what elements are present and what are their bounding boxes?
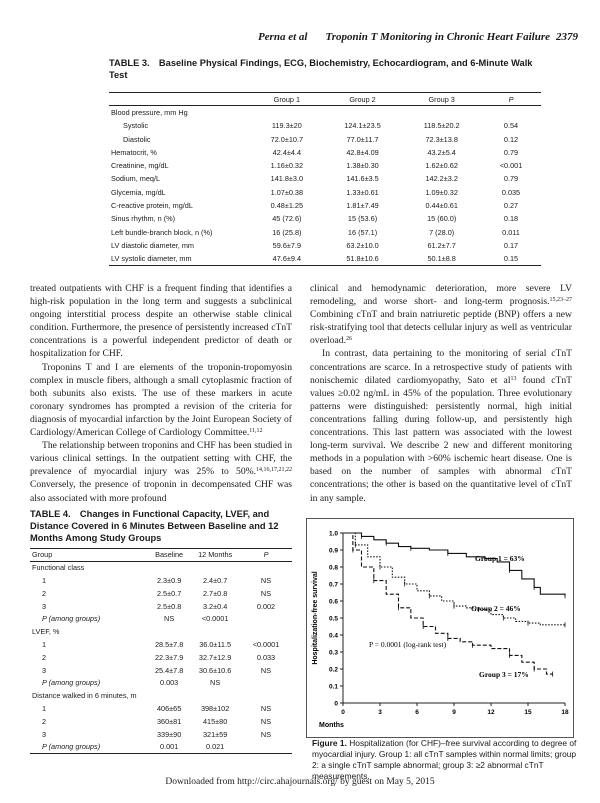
row-label: Blood pressure, mm Hg bbox=[111, 108, 188, 118]
paragraph bbox=[310, 347, 572, 504]
table-cell: 398±102 bbox=[200, 703, 230, 713]
paragraph-text: Combining cTnT and brain natriuretic peptide (BNP) offers a new risk-stratifying tool that detects cellular injury as well as ventricular overload. bbox=[310, 309, 572, 347]
y-tick-label: 0.3 bbox=[328, 649, 338, 657]
table-cell: 16 (57.1) bbox=[347, 227, 378, 237]
paragraph-text: found cTnT values ≥0.02 ng/mL in 45% of the population. Three evolutionary patterns were distinguished: persistently normal, high initial concentrations falling during follow-up, and persistently high concentrations. This last pattern was associated with the lowest long-term survival. We describe 2 new and different monitoring methods in a population with >60% ischemic heart disease. One is based on the number of samples with abnormal cTnT concentrations; the other is based on the quantitative level of cTnT in any sample. bbox=[310, 374, 572, 504]
table-cell: 0.033 bbox=[256, 652, 276, 662]
table-row bbox=[109, 159, 541, 172]
table-cell bbox=[240, 561, 292, 574]
table-cell: 15 (60.0) bbox=[427, 214, 457, 224]
table-cell: 42.8±4.09 bbox=[346, 147, 379, 157]
table-cell: 72.0±10.7 bbox=[270, 134, 304, 144]
y-tick-label: 0.5 bbox=[328, 615, 338, 623]
y-tick-label: 0.2 bbox=[328, 666, 338, 674]
row-label: Sodium, meq/L bbox=[111, 174, 161, 184]
row-label: 1 bbox=[42, 703, 47, 713]
table-cell: 0.002 bbox=[256, 601, 276, 611]
row-label: LVEF, % bbox=[32, 627, 60, 637]
row-label: 2 bbox=[42, 716, 47, 726]
table-cell: 2.5±0.7 bbox=[156, 588, 182, 598]
table4-header-cell: P bbox=[263, 550, 269, 560]
table-cell: NS bbox=[260, 665, 272, 675]
paragraph-text: Troponins T and I are elements of the troponin-tropomyosin complex in muscle fibers, although a small cytoplasmic fraction of both subunits also exists. The use of these markers in acute coronary syndromes has prompted a revision of the criteria for diagnosis of myocardial infarction by the Joint European Society of Cardiology/American College of Cardiology Committee. bbox=[30, 361, 292, 439]
table-cell: 15 (53.6) bbox=[347, 214, 378, 224]
table4-caption: TABLE 4. Changes in Functional Capacity, LVEF, and Distance Covered in 6 Minutes Between Baseline and 12 Months Among Study Groups bbox=[30, 509, 279, 543]
table-cell: 0.48±1.25 bbox=[270, 201, 304, 211]
table-cell: 47.6±9.4 bbox=[272, 253, 302, 263]
table-cell: 3.2±0.4 bbox=[202, 601, 228, 611]
series-label-1: Group 1 = 63% bbox=[475, 554, 525, 563]
table-cell: 59.6±7.9 bbox=[272, 240, 302, 250]
table-row bbox=[30, 587, 292, 600]
row-label: 3 bbox=[42, 665, 47, 675]
table-row bbox=[30, 638, 292, 651]
row-label: Diastolic bbox=[123, 134, 151, 144]
table-row bbox=[109, 212, 541, 225]
table-cell: 51.8±10.6 bbox=[346, 253, 379, 263]
table-cell: 2.3±0.9 bbox=[156, 575, 182, 585]
table-cell: NS bbox=[260, 716, 272, 726]
y-tick-label: 0.6 bbox=[328, 598, 338, 606]
row-label: 1 bbox=[42, 575, 47, 585]
table-cell: 32.7±12.9 bbox=[198, 652, 232, 662]
table-cell: <0.0001 bbox=[201, 614, 229, 624]
table3-header-cell bbox=[109, 93, 251, 106]
table-cell: 0.035 bbox=[501, 187, 521, 197]
row-label: 1 bbox=[42, 639, 47, 649]
paragraph-text: Conversely, the presence of troponin in decompensated CHF was also associated with more profound bbox=[30, 479, 292, 504]
table-cell: 2.7±0.8 bbox=[202, 588, 228, 598]
row-label: Systolic bbox=[123, 121, 149, 131]
table3-header-cell: Group 3 bbox=[428, 94, 455, 104]
table-cell bbox=[240, 740, 292, 753]
x-tick-label: 0 bbox=[341, 709, 345, 716]
survival-chart bbox=[307, 519, 573, 737]
citation: 11,12 bbox=[249, 428, 263, 435]
x-tick-label: 12 bbox=[487, 709, 495, 716]
table3 bbox=[109, 92, 541, 266]
table3-header-cell: Group 2 bbox=[349, 94, 376, 104]
footer-prefix: Downloaded from bbox=[165, 777, 238, 787]
paragraph bbox=[30, 361, 292, 440]
table-row bbox=[30, 625, 292, 638]
table-cell bbox=[148, 625, 190, 638]
table-cell: 339±90 bbox=[156, 729, 182, 739]
figure1 bbox=[306, 518, 574, 738]
table-row bbox=[109, 252, 541, 265]
table-cell: 25.4±7.8 bbox=[154, 665, 184, 675]
row-label: Functional class bbox=[32, 563, 85, 573]
figure1-caption bbox=[312, 738, 577, 782]
table-cell: 16 (25.8) bbox=[272, 227, 302, 237]
table-cell: 72.3±13.8 bbox=[425, 134, 458, 144]
table-cell bbox=[251, 106, 323, 119]
y-tick-label: 0.9 bbox=[328, 547, 338, 555]
table-cell: 22.3±7.9 bbox=[154, 652, 184, 662]
table3-header-cell: P bbox=[508, 94, 514, 104]
citation: 13 bbox=[510, 375, 517, 382]
table-cell: 1.81±7.49 bbox=[346, 201, 379, 211]
row-label: Hematocrit, % bbox=[111, 147, 157, 157]
table-cell: 30.6±10.6 bbox=[198, 665, 232, 675]
table-cell: 1.07±0.38 bbox=[270, 187, 304, 197]
table-cell bbox=[148, 689, 190, 702]
table-row bbox=[30, 689, 292, 702]
figure-caption-text: Hospitalization (for CHF)–free survival according to degree of myocardial injury. Group 1: all cTnT samples within normal limits; group 2: a single cTnT sample abnormal; group 3: ≥2 abnormal cTnT measurements. bbox=[312, 738, 577, 781]
table-row bbox=[30, 612, 292, 625]
table-row bbox=[30, 561, 292, 574]
table-cell: 142.2±3.2 bbox=[425, 174, 458, 184]
table-cell: 0.17 bbox=[503, 240, 519, 250]
table-cell: 2.5±0.8 bbox=[156, 601, 182, 611]
table-cell: 28.5±7.8 bbox=[154, 639, 184, 649]
paragraph bbox=[310, 282, 572, 347]
paragraph-text: clinical and hemodynamic deterioration, more severe LV remodeling, and worse short- and long-term prognosis. bbox=[310, 283, 572, 308]
header-title: Troponin T Monitoring in Chronic Heart Failure bbox=[325, 31, 550, 43]
table-cell: 0.011 bbox=[502, 227, 520, 237]
paragraph: treated outpatients with CHF is a frequent finding that identifies a high-risk population in the long term and suggests a subclinical ongoing interstitial process despite an otherwise stable clinical condition. Furthermore, the presence of persistently increased cTnT concentrations is a powerful independent predictor of death or hospitalization for CHF. bbox=[30, 283, 292, 360]
citation: 15,23–27 bbox=[549, 297, 572, 304]
figure-label: Figure 1. bbox=[312, 738, 347, 748]
table-cell: 1.33±0.61 bbox=[346, 187, 379, 197]
table-cell: 61.2±7.7 bbox=[427, 240, 456, 250]
table-cell: 0.79 bbox=[503, 174, 519, 184]
table-cell: 63.2±10.0 bbox=[346, 240, 379, 250]
table-cell bbox=[240, 689, 292, 702]
right-text-column bbox=[310, 282, 572, 505]
table-cell bbox=[323, 106, 403, 119]
y-tick-label: 0 bbox=[334, 700, 338, 708]
table3-header-cell: Group 1 bbox=[273, 94, 301, 104]
table-cell bbox=[190, 561, 240, 574]
row-label: 3 bbox=[42, 729, 47, 739]
running-header bbox=[258, 31, 578, 43]
y-axis-label: Hospitalization-free survival bbox=[312, 571, 319, 665]
table-cell bbox=[190, 625, 240, 638]
table-cell: 321±59 bbox=[202, 729, 228, 739]
table-cell: 0.79 bbox=[503, 147, 519, 157]
table-cell: 0.18 bbox=[503, 214, 519, 224]
row-label: 3 bbox=[42, 601, 47, 611]
paragraph bbox=[30, 439, 292, 504]
table-row bbox=[109, 132, 541, 145]
table-cell: 141.6±3.5 bbox=[346, 174, 379, 184]
row-label: P (among groups) bbox=[42, 678, 101, 688]
table-row bbox=[30, 574, 292, 587]
x-tick-label: 6 bbox=[415, 709, 419, 716]
table4 bbox=[30, 548, 292, 754]
table-cell: 2.4±0.7 bbox=[202, 575, 228, 585]
table4-header-cell: 12 Months bbox=[198, 550, 233, 560]
page-number: 2379 bbox=[556, 31, 578, 43]
x-axis-label: Months bbox=[319, 722, 344, 729]
table-row bbox=[30, 740, 292, 753]
y-tick-label: 0.4 bbox=[328, 632, 338, 640]
table-cell: 1.38±0.30 bbox=[346, 161, 379, 171]
y-tick-label: 0.1 bbox=[328, 683, 338, 691]
table-cell: 7 (28.0) bbox=[429, 227, 455, 237]
row-label: Distance walked in 6 minutes, m bbox=[32, 691, 137, 701]
left-text-column bbox=[30, 282, 292, 505]
y-tick-label: 0.8 bbox=[328, 564, 338, 572]
table-cell: 0.001 bbox=[159, 742, 179, 752]
row-label: Left bundle-branch block, n (%) bbox=[111, 227, 213, 237]
table-cell: 0.15 bbox=[503, 253, 519, 263]
table-cell: 50.1±8.8 bbox=[427, 253, 456, 263]
table-cell: 0.44±0.61 bbox=[425, 201, 458, 211]
paragraph-text: The relationship between troponins and CHF has been studied in various clinical settings. In the outpatient setting with CHF, the prevalence of myocardial injury was 25% to 50%. bbox=[30, 440, 292, 478]
row-label: 2 bbox=[42, 588, 47, 598]
x-tick-label: 9 bbox=[452, 709, 456, 716]
table4-header-cell: Group bbox=[32, 550, 53, 560]
table-row bbox=[109, 119, 541, 132]
table-cell: 36.0±11.5 bbox=[199, 639, 232, 649]
table-row bbox=[30, 728, 292, 741]
row-label: P (among groups) bbox=[42, 742, 101, 752]
table-row bbox=[30, 715, 292, 728]
table-cell: NS bbox=[260, 703, 272, 713]
table-cell: 0.54 bbox=[503, 121, 519, 131]
y-tick-label: 0.7 bbox=[328, 581, 338, 589]
table-cell: 1.09±0.32 bbox=[425, 187, 458, 197]
table-row bbox=[109, 146, 541, 159]
row-label: Creatinine, mg/dL bbox=[111, 161, 169, 171]
table4-header-row bbox=[30, 549, 292, 562]
table-row bbox=[109, 186, 541, 199]
table-cell bbox=[240, 676, 292, 689]
paragraph-text: In contrast, data pertaining to the monitoring of serial cTnT concentrations are scarce. In a retrospective study of patients with nonischemic dilated cardiomyopathy, Sato et al bbox=[310, 348, 572, 386]
table-cell: 406±65 bbox=[156, 703, 182, 713]
table-cell: 124.1±23.5 bbox=[344, 121, 381, 131]
logrank-annotation: P = 0.0001 (log-rank test) bbox=[369, 640, 447, 649]
table-cell: 0.003 bbox=[159, 678, 179, 688]
row-label: C-reactive protein, mg/dL bbox=[111, 201, 193, 211]
table3-header-row bbox=[109, 93, 541, 106]
table-cell: NS bbox=[210, 678, 221, 688]
table-cell: 119.3±20 bbox=[271, 121, 302, 131]
table-cell bbox=[402, 106, 481, 119]
y-tick-label: 1.0 bbox=[328, 530, 338, 538]
table-cell: <0.001 bbox=[499, 161, 523, 171]
table-cell: <0.0001 bbox=[252, 639, 280, 649]
table-cell bbox=[481, 106, 541, 119]
table-cell bbox=[190, 689, 240, 702]
row-label: LV systolic diameter, mm bbox=[111, 253, 192, 263]
series-label-3: Group 3 = 17% bbox=[479, 670, 529, 679]
table-cell: 0.12 bbox=[503, 134, 519, 144]
citation: 26 bbox=[345, 336, 352, 343]
table-cell: 1.62±0.62 bbox=[425, 161, 458, 171]
table-cell: 42.4±4.4 bbox=[272, 147, 302, 157]
table-row bbox=[109, 239, 541, 252]
table-row bbox=[30, 702, 292, 715]
table-cell: 43.2±5.4 bbox=[427, 147, 456, 157]
table-row bbox=[30, 676, 292, 689]
table-cell: 77.0±11.7 bbox=[346, 134, 379, 144]
table-row bbox=[30, 664, 292, 677]
row-label: P (among groups) bbox=[42, 614, 101, 624]
table-cell: 141.8±3.0 bbox=[270, 174, 304, 184]
table-cell: NS bbox=[260, 588, 272, 598]
table-cell: NS bbox=[260, 575, 272, 585]
citation: 14,16,17,21,22 bbox=[256, 467, 292, 474]
table-cell bbox=[240, 612, 292, 625]
table-cell: 0.27 bbox=[503, 201, 519, 211]
row-label: LV diastolic diameter, mm bbox=[111, 240, 194, 250]
table-row bbox=[109, 172, 541, 185]
table-cell: NS bbox=[164, 614, 175, 624]
table-cell: 45 (72.6) bbox=[272, 214, 302, 224]
row-label: 2 bbox=[42, 652, 47, 662]
table4-header-cell: Baseline bbox=[155, 550, 184, 560]
table3-caption: TABLE 3. Baseline Physical Findings, ECG, Biochemistry, Echocardiogram, and 6-Minute Walk Test bbox=[109, 58, 533, 80]
x-tick-label: 18 bbox=[561, 709, 569, 716]
table-row bbox=[30, 600, 292, 613]
series-line-1 bbox=[343, 533, 565, 596]
table-cell bbox=[148, 561, 190, 574]
series-label-2: Group 2 = 46% bbox=[471, 604, 521, 613]
header-author: Perna et al bbox=[257, 31, 308, 43]
footer-suffix: by guest on May 5, 2015 bbox=[337, 777, 435, 787]
footer-link[interactable]: http://circ.ahajournals.org/ bbox=[237, 777, 338, 787]
row-label: Sinus rhythm, n (%) bbox=[111, 214, 176, 224]
table-cell bbox=[240, 625, 292, 638]
table-row bbox=[30, 651, 292, 664]
table-cell: 0.021 bbox=[205, 742, 225, 752]
row-label: Glycemia, mg/dL bbox=[111, 187, 166, 197]
x-tick-label: 15 bbox=[524, 709, 532, 716]
table-row bbox=[109, 199, 541, 212]
table-cell: NS bbox=[260, 729, 272, 739]
x-tick-label: 3 bbox=[378, 709, 382, 716]
table-cell: 1.16±0.32 bbox=[270, 161, 304, 171]
table-row bbox=[109, 225, 541, 238]
table-cell: 118.5±20.2 bbox=[423, 121, 460, 131]
table-cell: 415±80 bbox=[202, 716, 228, 726]
download-footer bbox=[0, 777, 600, 787]
table-row bbox=[109, 106, 541, 119]
table-cell: 360±81 bbox=[156, 716, 182, 726]
